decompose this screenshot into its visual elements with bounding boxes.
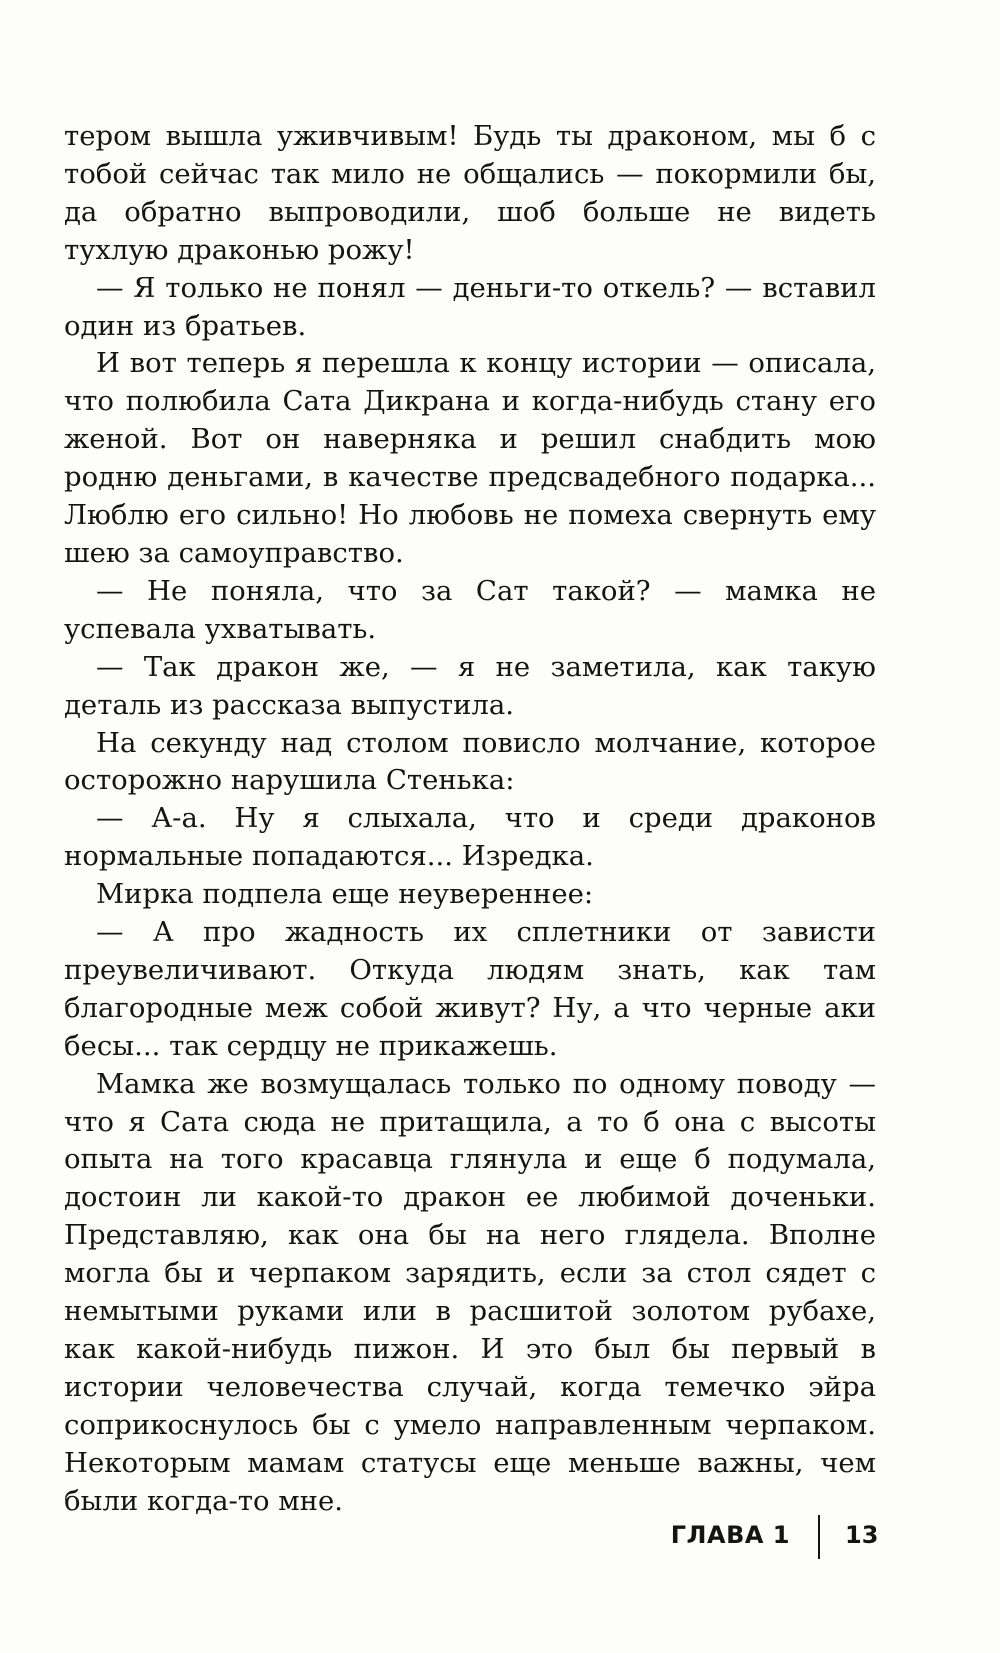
page-number: 13 — [845, 1521, 879, 1549]
paragraph-3: И вот теперь я перешла к концу истории — описала, что полюбила Сата Дикрана и когда-нибудь стану его женой. Вот он наверняка и решил снабдить мою родню деньгами, в качестве предсвадебного подарка... Люблю его сильно! Но любовь не помеха свернуть ему шею за самоуправство. — [64, 347, 876, 569]
page-footer — [0, 1515, 1000, 1555]
paragraph-7: — А-а. Ну я слыхала, что и среди драконов нормальные попадаются... Изредка. — [64, 802, 876, 873]
paragraph-6: На секунду над столом повисло молчание, которое осторожно нарушила Стенька: — [64, 726, 876, 797]
paragraph-4: — Не поняла, что за Сат такой? — мамка не успевала ухватывать. — [64, 574, 876, 645]
paragraph-9: — А про жадность их сплетники от зависти преувеличивают. Откуда людям знать, как там благородные меж собой живут? Ну, а что черные аки бесы... так сердцу не прикажешь. — [64, 916, 876, 1062]
paragraph-1: тером вышла уживчивым! Будь ты драконом, мы б с тобой сейчас так мило не общались — покормили бы, да обратно выпроводили, шоб больше не видеть тухлую драконью рожу! — [64, 120, 876, 266]
paragraph-5: — Так дракон же, — я не заметила, как такую деталь из рассказа выпустила. — [64, 650, 876, 721]
footer-divider — [818, 1515, 820, 1559]
running-head: ГЛАВА 1 — [670, 1521, 790, 1549]
body-text — [64, 118, 876, 1521]
paragraph-2: — Я только не понял — деньги-то откель? — вставил один из братьев. — [64, 271, 876, 342]
paragraph-10: Мамка же возмущалась только по одному поводу — что я Сата сюда не притащила, а то б она с высоты опыта на того красавца глянула и еще б подумала, достоин ли какой-то дракон ее любимой доченьки. Представляю, как она бы на него глядела. Вполне могла бы и черпаком зарядить, если за стол сядет с немытыми руками или в расшитой золотом рубахе, как какой-нибудь пижон. И это был бы первый в истории человечества случай, когда темечко эйра соприкоснулось бы с умело направленным черпаком. Некоторым мамам статусы еще меньше важны, чем были когда-то мне. — [64, 1067, 876, 1517]
paragraph-8: Мирка подпела еще неувереннее: — [96, 878, 594, 911]
